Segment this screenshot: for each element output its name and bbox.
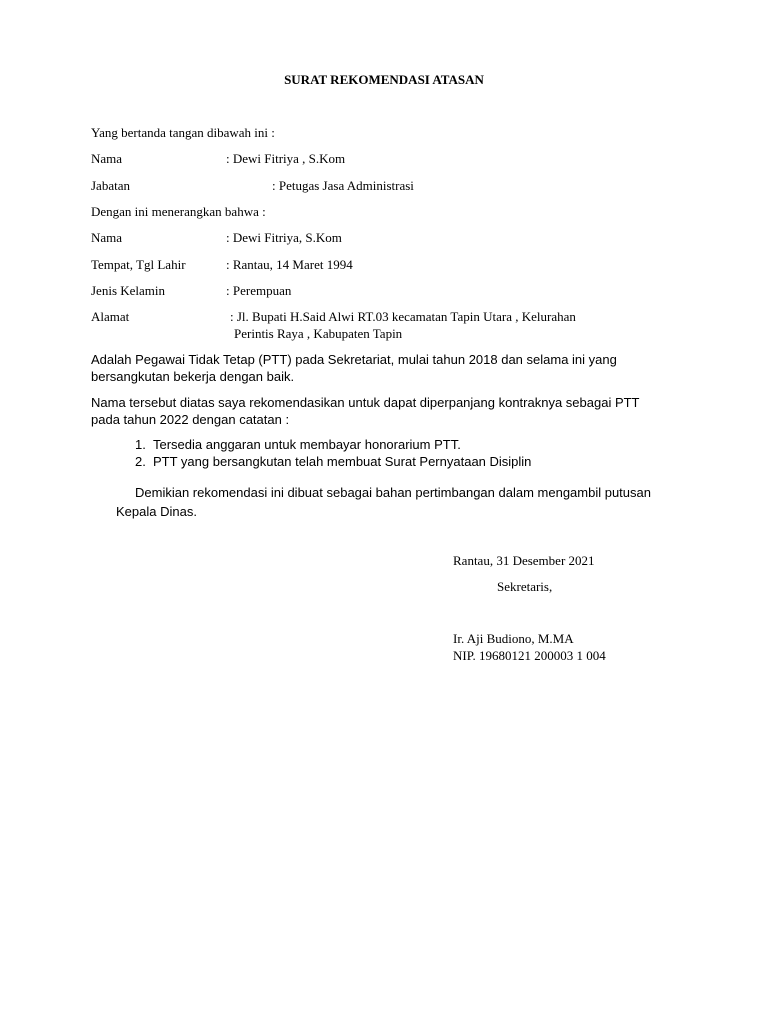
intro-text: Yang bertanda tangan dibawah ini :: [91, 125, 275, 140]
closing-paragraph: [116, 483, 696, 521]
signature-nip: NIP. 19680121 200003 1 004: [453, 648, 606, 663]
subject-address-line2: Perintis Raya , Kabupaten Tapin: [234, 326, 403, 341]
subject-birth-label: Tempat, Tgl Lahir: [91, 257, 186, 272]
conditions-list: [135, 436, 531, 470]
employment-line1: Adalah Pegawai Tidak Tetap (PTT) pada Sekretariat, mulai tahun 2018 dan selama ini yang: [91, 352, 617, 367]
signature-place-date: Rantau, 31 Desember 2021: [453, 553, 595, 568]
recommendation-line1: Nama tersebut diatas saya rekomendasikan untuk dapat diperpanjang kontraknya sebagai PTT: [91, 395, 640, 410]
subject-birth-value: : Rantau, 14 Maret 1994: [226, 257, 353, 272]
subject-address-line1: : Jl. Bupati H.Said Alwi RT.03 kecamatan Tapin Utara , Kelurahan: [230, 309, 576, 324]
closing-line1: Demikian rekomendasi ini dibuat sebagai bahan pertimbangan dalam mengambil putusan: [135, 485, 651, 500]
signer-position-label: Jabatan: [91, 178, 130, 193]
letter-title: SURAT REKOMENDASI ATASAN: [284, 72, 484, 87]
recommendation-line2: pada tahun 2022 dengan catatan :: [91, 412, 290, 427]
list-item-number: 1.: [135, 437, 146, 452]
subject-gender-value: : Perempuan: [226, 283, 292, 298]
list-item: [135, 436, 531, 453]
statement-text: Dengan ini menerangkan bahwa :: [91, 204, 266, 219]
signer-name-label: Nama: [91, 151, 123, 166]
list-item-text: Tersedia anggaran untuk membayar honorarium PTT.: [153, 437, 461, 452]
list-item: [135, 453, 531, 470]
signature-name: Ir. Aji Budiono, M.MA: [453, 631, 574, 646]
subject-address-label: Alamat: [91, 309, 130, 324]
list-item-text: PTT yang bersangkutan telah membuat Surat Pernyataan Disiplin: [153, 454, 532, 469]
signature-role: Sekretaris,: [497, 579, 553, 594]
recommendation-paragraph: [91, 394, 671, 428]
subject-name-label: Nama: [91, 230, 123, 245]
closing-line2: Kepala Dinas.: [116, 504, 197, 519]
list-item-number: 2.: [135, 454, 146, 469]
subject-gender-label: Jenis Kelamin: [91, 283, 166, 298]
signer-position-value: : Petugas Jasa Administrasi: [272, 178, 414, 193]
employment-line2: bersangkutan bekerja dengan baik.: [91, 369, 295, 384]
employment-paragraph: [91, 351, 671, 385]
subject-name-value: : Dewi Fitriya, S.Kom: [226, 230, 342, 245]
signer-name-value: : Dewi Fitriya , S.Kom: [226, 151, 346, 166]
